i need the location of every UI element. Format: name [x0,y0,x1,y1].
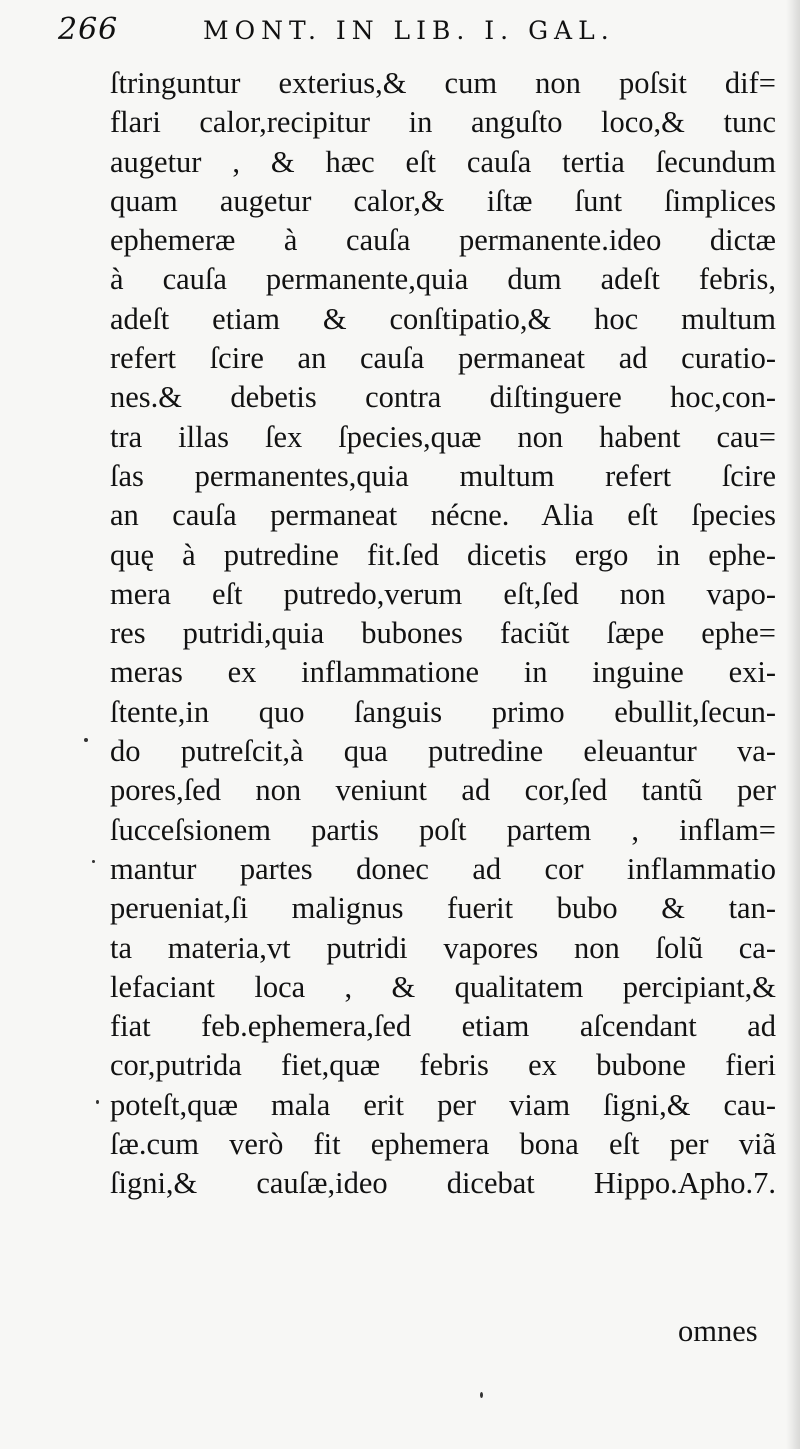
ink-speck [84,738,88,742]
text-line: res putridi,quia bubones faciũt ſæpe ephe= [110,616,776,651]
text-line: ſtente,in quo ſanguis primo ebullit,ſecun- [110,694,776,729]
body-text [110,64,776,1204]
ink-speck [96,1100,99,1104]
text-line: an cauſa permaneat nécne. Alia eſt ſpecies [110,498,776,533]
text-line: ſtringuntur exterius,& cum non poſsit dif= [110,66,776,100]
running-head [58,12,718,52]
text-line: quę à putredine fit.ſed dicetis ergo in ephe- [110,537,776,572]
text-line: pores,ſed non veniunt ad cor,ſed tantũ per [110,773,776,808]
ink-speck [480,1392,483,1398]
text-line: perueniat,ſi malignus fuerit bubo & tan- [110,891,776,926]
text-line: tra illas ſex ſpecies,quæ non habent cau= [110,419,776,454]
text-line: ſigni,& cauſæ,ideo dicebat Hippo.Apho.7. [110,1166,776,1201]
text-line: adeſt etiam & conſtipatio,& hoc multum [110,301,776,336]
ink-speck [92,860,95,863]
page-number: 266 [58,12,119,47]
text-line: ephemeræ à cauſa permanente.ideo dictæ [110,223,776,258]
text-line: ſas permanentes,quia multum refert ſcire [110,458,776,493]
running-title: MONT. IN LIB. I. GAL. [203,16,615,45]
text-line: cor,putrida fiet,quæ febris ex bubone fieri [110,1048,776,1083]
text-line: meras ex inflammatione in inguine exi- [110,655,776,690]
text-line: lefaciant loca , & qualitatem percipiant,& [110,969,776,1004]
text-line: poteſt,quæ mala erit per viam ſigni,& cau- [110,1087,776,1122]
text-line: refert ſcire an cauſa permaneat ad curatio- [110,341,776,376]
text-line: augetur , & hæc eſt cauſa tertia ſecundum [110,144,776,179]
text-line: mera eſt putredo,verum eſt,ſed non vapo- [110,576,776,611]
text-line: à cauſa permanente,quia dum adeſt febris, [110,262,776,297]
text-line: quam augetur calor,& iſtæ ſunt ſimplices [110,183,776,218]
text-line: ſæ.cum verò fit ephemera bona eſt per viã [110,1127,776,1162]
text-line: do putreſcit,à qua putredine eleuantur va- [110,734,776,769]
text-line: ta materia,vt putridi vapores non ſolũ ca- [110,930,776,965]
catchword: omnes [678,1314,758,1348]
text-line: nes.& debetis contra diſtinguere hoc,con- [110,380,776,415]
text-line: fiat feb.ephemera,ſed etiam aſcendant ad [110,1009,776,1044]
text-line: flari calor,recipitur in anguſto loco,& tunc [110,105,776,140]
text-line: mantur partes donec ad cor inflammatio [110,851,776,886]
text-line: ſucceſsionem partis poſt partem , inflam= [110,812,776,847]
